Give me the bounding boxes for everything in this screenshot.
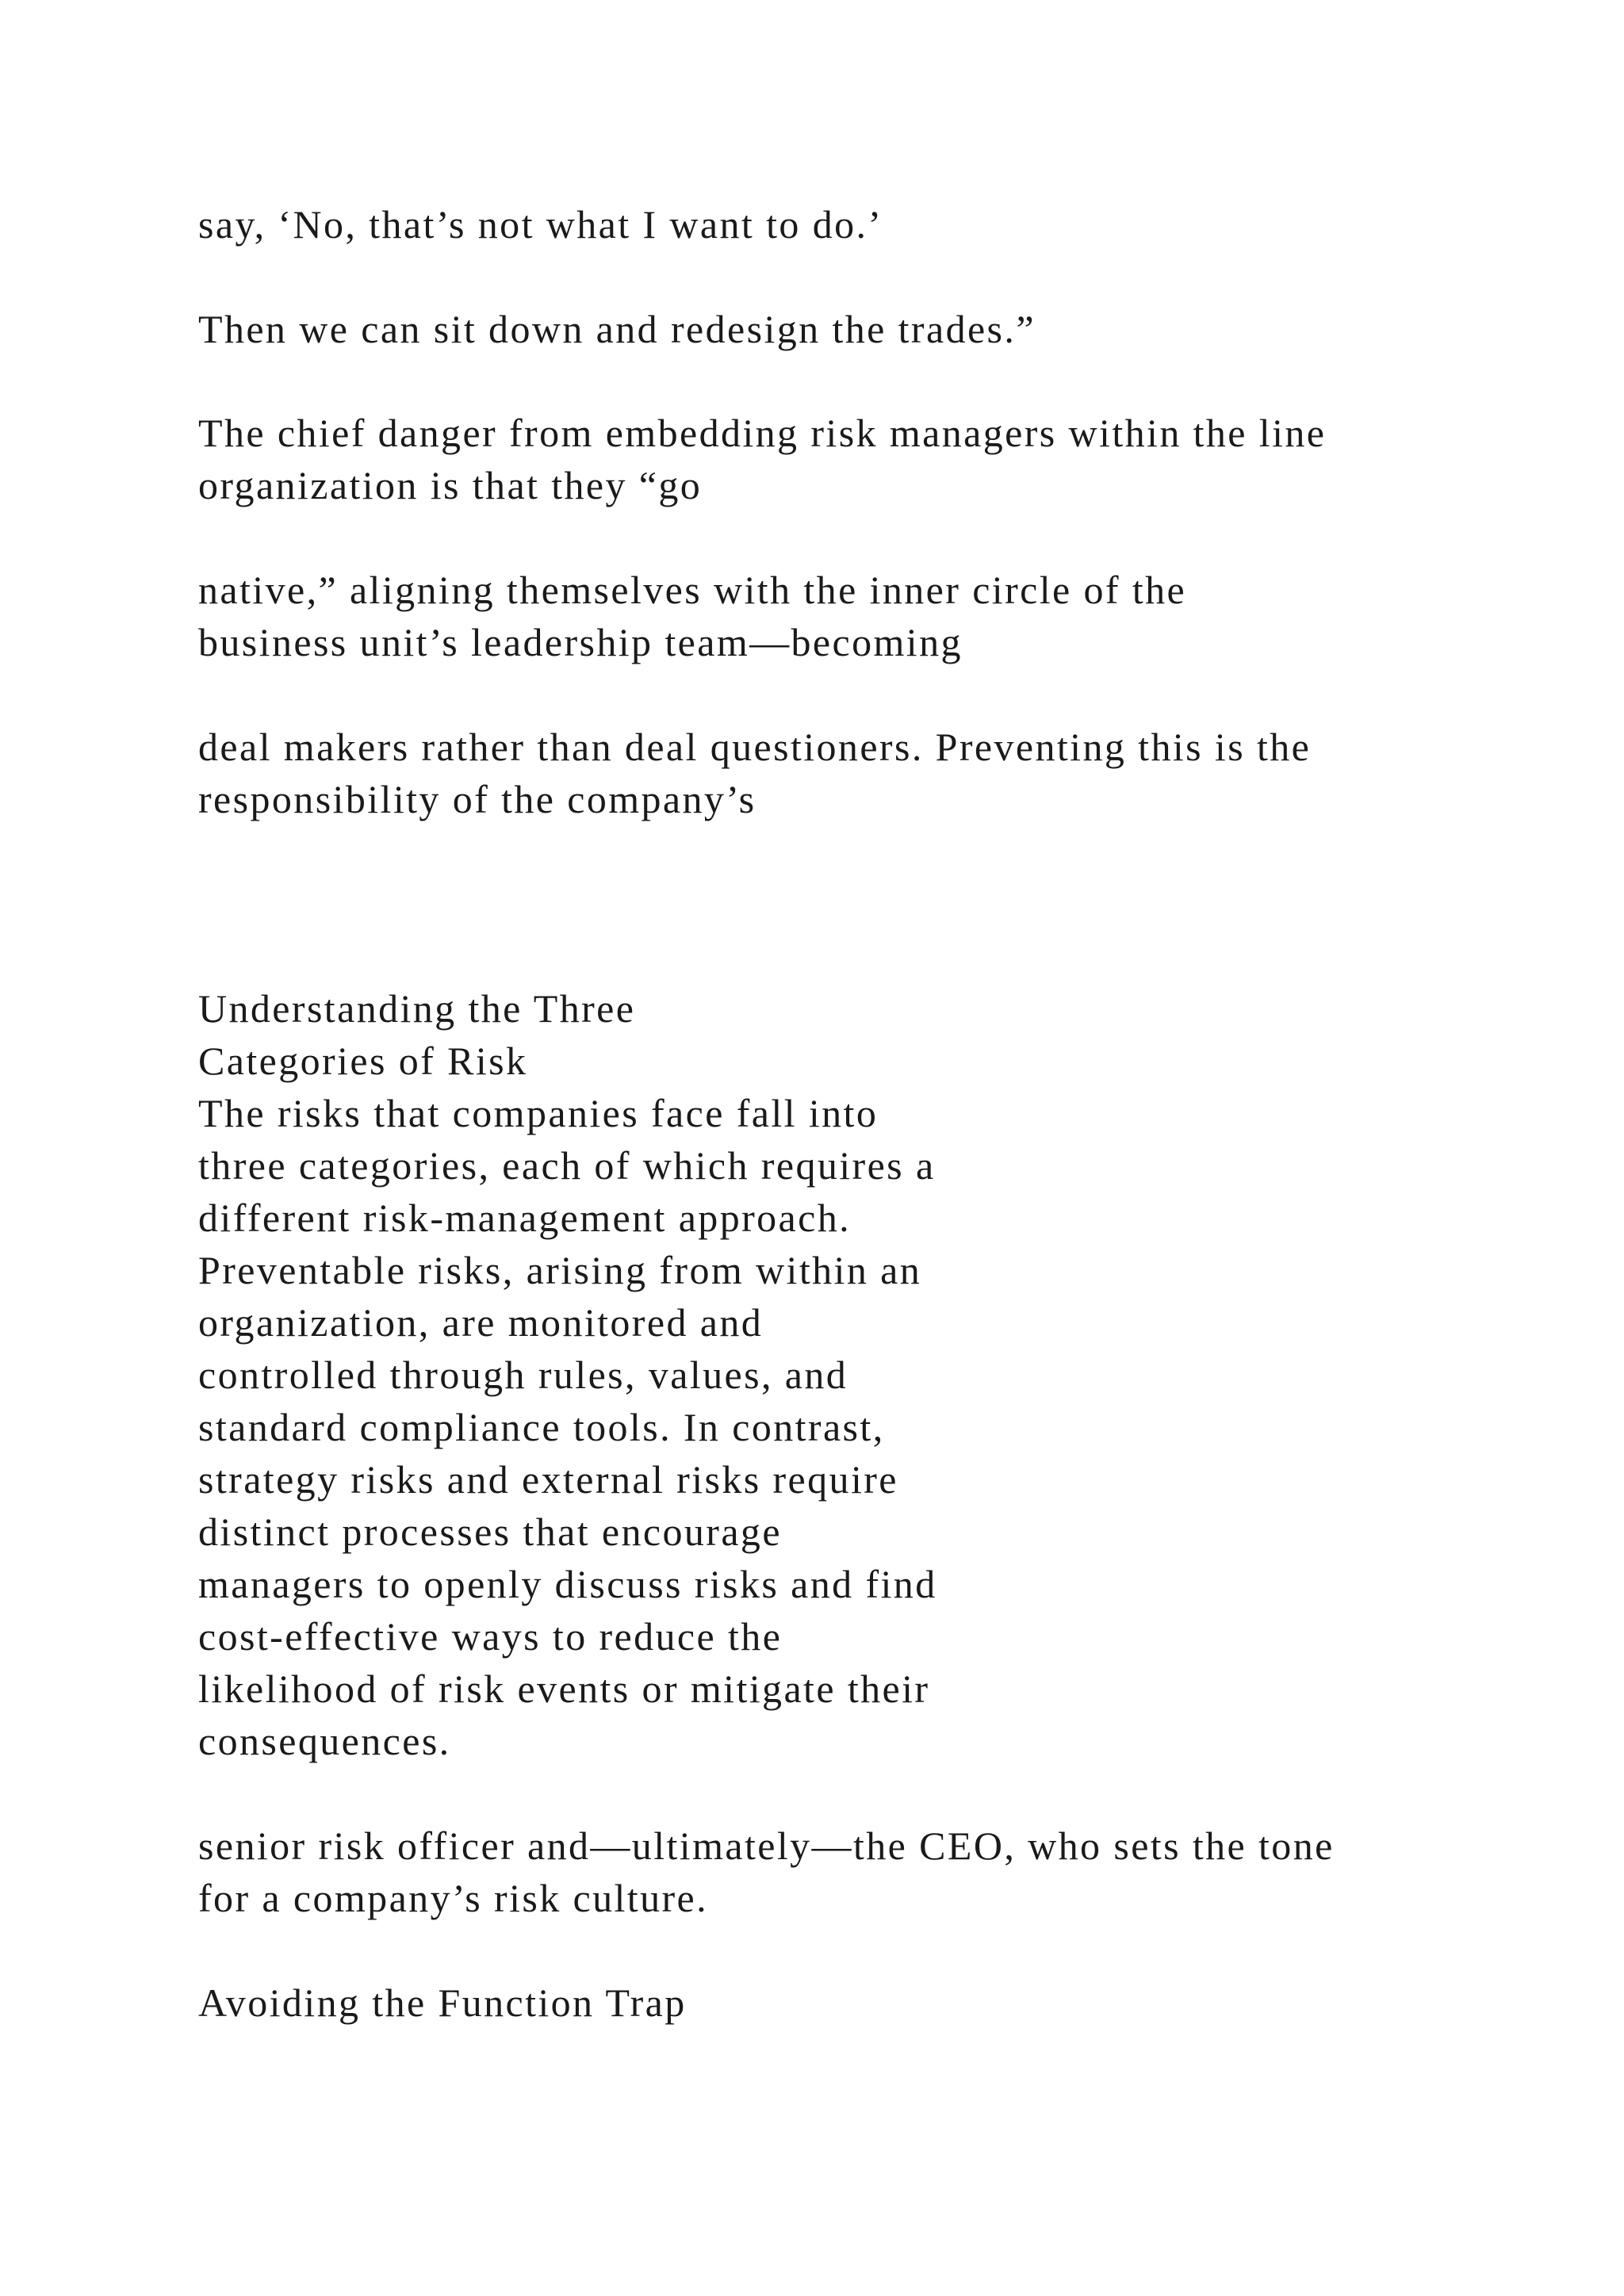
sidebar-body-line: different risk-management approach.	[198, 1196, 852, 1240]
sidebar-body-line: strategy risks and external risks require	[198, 1457, 898, 1502]
sidebar-body-line: three categories, each of which requires a	[198, 1143, 936, 1188]
sidebar-body-line: Preventable risks, arising from within an	[198, 1248, 922, 1292]
sidebar-body-line: consequences.	[198, 1719, 451, 1763]
sidebar-body-line: managers to openly discuss risks and find	[198, 1562, 937, 1606]
section-heading: Avoiding the Function Trap	[198, 1980, 687, 2025]
sidebar-heading: Categories of Risk	[198, 1039, 528, 1083]
paragraph-line: responsibility of the company’s	[198, 777, 756, 821]
paragraph-line: native,” aligning themselves with the inner circle of the	[198, 568, 1187, 612]
paragraph-line: deal makers rather than deal questioners. Preventing this is the	[198, 725, 1312, 769]
sidebar-body-line: likelihood of risk events or mitigate their	[198, 1667, 930, 1711]
paragraph-line: for a company’s risk culture.	[198, 1876, 709, 1920]
sidebar-body-line: organization, are monitored and	[198, 1300, 764, 1345]
paragraph-line: organization is that they “go	[198, 463, 703, 507]
sidebar-body-line: The risks that companies face fall into	[198, 1091, 879, 1135]
sidebar-heading: Understanding the Three	[198, 986, 636, 1031]
sidebar-body-line: standard compliance tools. In contrast,	[198, 1405, 885, 1449]
sidebar-body-line: cost-effective ways to reduce the	[198, 1614, 783, 1659]
paragraph-line: The chief danger from embedding risk managers within the line	[198, 411, 1327, 455]
paragraph-line: senior risk officer and—ultimately—the CEO, who sets the tone	[198, 1823, 1335, 1868]
paragraph-line: say, ‘No, that’s not what I want to do.’	[198, 202, 883, 247]
paragraph-line: Then we can sit down and redesign the trades.”	[198, 307, 1036, 351]
sidebar-body-line: controlled through rules, values, and	[198, 1353, 848, 1397]
paragraph-line: business unit’s leadership team—becoming	[198, 620, 963, 664]
sidebar-body-line: distinct processes that encourage	[198, 1510, 782, 1554]
